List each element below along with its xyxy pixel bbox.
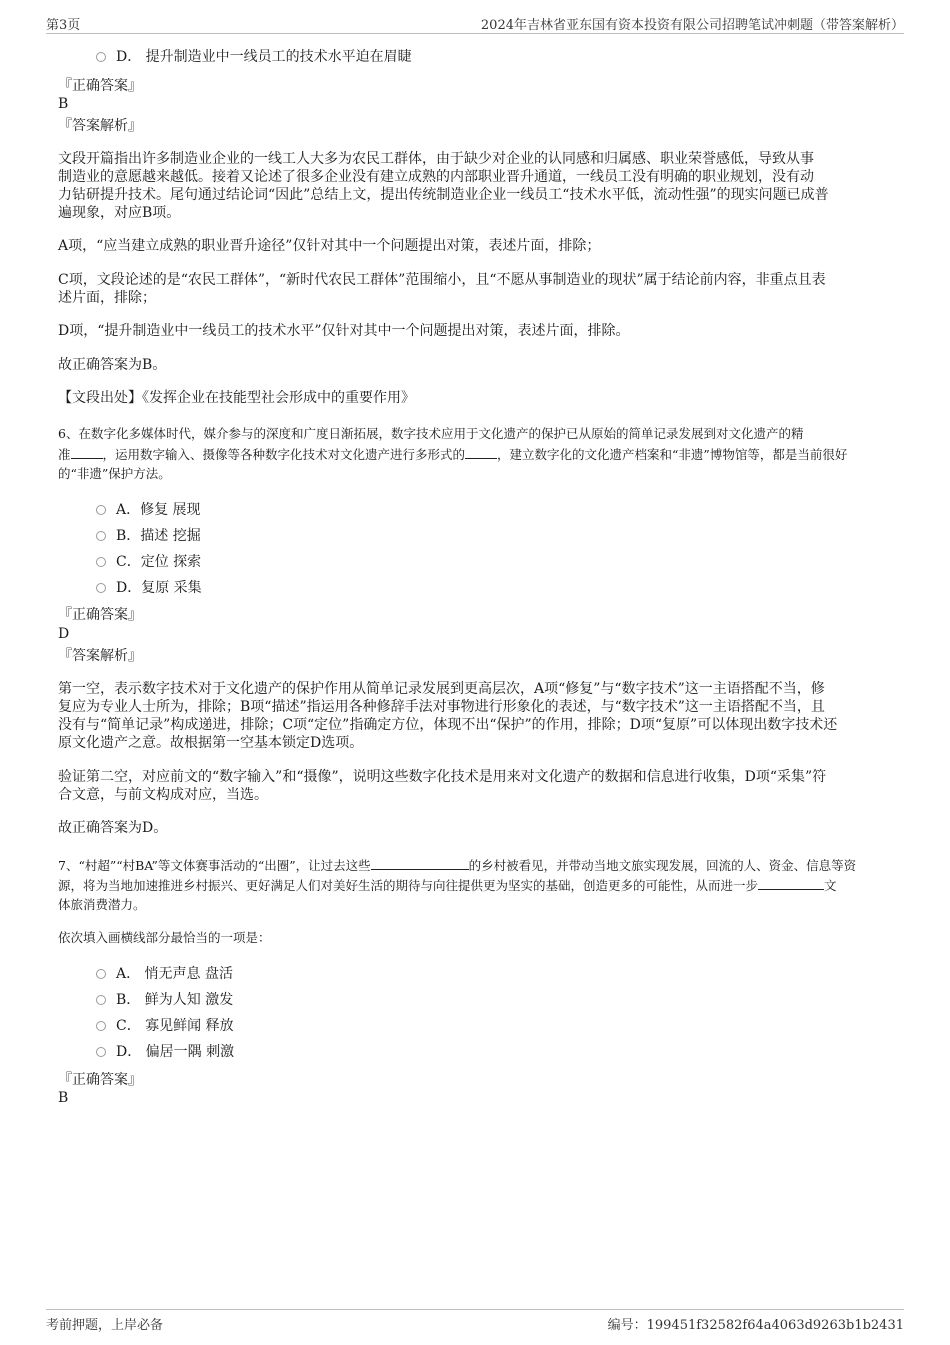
q5-source: 【文段出处】《发挥企业在技能型社会形成中的重要作用》 — [58, 390, 415, 406]
option-label: A．修复 展现 — [116, 502, 201, 518]
radio-icon[interactable] — [96, 969, 106, 979]
q7-option-b[interactable] — [96, 991, 233, 1009]
q6-stem-l1: 6、在数字化多媒体时代，媒介参与的深度和广度日渐拓展，数字技术应用于文化遗产的保护已从原始的简单记录发展到对文化遗产的精 — [58, 426, 804, 441]
q5-option-d[interactable] — [96, 48, 412, 66]
option-label: D． 偏居一隅 刺激 — [116, 1044, 235, 1060]
document-title: 2024年吉林省亚东国有资本投资有限公司招聘笔试冲刺题（带答案解析） — [480, 18, 904, 33]
answer-label: 『正确答案』 — [58, 1072, 142, 1088]
answer-label: 『正确答案』 — [58, 78, 142, 94]
q5-analysis-p3-l1: C项，文段论述的是“农民工群体”，“新时代农民工群体”范围缩小，且“不愿从事制造业的现状”属于结论前内容，非重点且表 — [58, 272, 826, 288]
radio-icon[interactable] — [96, 583, 106, 593]
answer-value: D — [58, 626, 70, 642]
answer-value: B — [58, 1090, 69, 1106]
answer-label: 『正确答案』 — [58, 607, 142, 623]
q5-analysis-p1-l3: 力钻研提升技术。尾句通过结论词“因此”总结上文，提出传统制造业企业一线员工“技术水平低，流动性强”的现实问题已成普 — [58, 187, 829, 203]
q5-conclusion: 故正确答案为B。 — [58, 357, 167, 373]
radio-icon[interactable] — [96, 995, 106, 1005]
q5-analysis-p4: D项，“提升制造业中一线员工的技术水平”仅针对其中一个问题提出对策，表述片面，排除。 — [58, 323, 630, 339]
option-label: C． 寡见鲜闻 释放 — [116, 1018, 234, 1034]
header-divider — [46, 33, 904, 34]
blank — [71, 445, 103, 459]
q6-conclusion: 故正确答案为D。 — [58, 820, 168, 836]
document-id: 编号：199451f32582f64a4063d9263b1b2431 — [607, 1318, 904, 1333]
q6-analysis-p1-l4: 原文化遗产之意。故根据第一空基本锁定D选项。 — [58, 735, 364, 751]
q5-analysis-p1-l2: 制造业的意愿越来越低。接着又论述了很多企业没有建立成熟的内部职业晋升通道，一线员工没有明确的职业规划，没有动 — [58, 169, 814, 185]
footer-slogan: 考前押题，上岸必备 — [46, 1318, 164, 1333]
answer-value: B — [58, 96, 69, 112]
q6-analysis-p1-l2: 复应为专业人士所为，排除；B项“描述”指运用各种修辞手法对事物进行形象化的表述，与“数字技术”这一主语搭配不当，且 — [58, 699, 825, 715]
q7-stem-l1: 7、“村超”“村BA”等文体赛事活动的“出圈”，让过去这些 的乡村被看见，并带动当地文旅实现发展，回流的人、资金、信息等资 — [58, 858, 857, 873]
q6-option-b[interactable] — [96, 527, 201, 545]
page-number: 第3页 — [46, 18, 81, 33]
radio-icon[interactable] — [96, 1047, 106, 1057]
q7-option-d[interactable] — [96, 1043, 234, 1061]
radio-icon[interactable] — [96, 531, 106, 541]
analysis-label: 『答案解析』 — [58, 648, 142, 664]
blank — [371, 856, 469, 870]
q5-analysis-p3-l2: 述片面，排除； — [58, 290, 156, 306]
q6-option-c[interactable] — [96, 553, 201, 571]
analysis-label: 『答案解析』 — [58, 118, 142, 134]
q6-analysis-p2-l2: 合文意，与前文构成对应，当选。 — [58, 787, 268, 803]
option-label: B． 鲜为人知 激发 — [116, 992, 234, 1008]
option-label: A． 悄无声息 盘活 — [116, 966, 234, 982]
q5-analysis-p2: A项，“应当建立成熟的职业晋升途径”仅针对其中一个问题提出对策，表述片面，排除； — [58, 238, 601, 254]
radio-icon[interactable] — [96, 52, 106, 62]
q6-stem-l3: 的“非遗”保护方法。 — [58, 466, 171, 481]
q7-prompt: 依次填入画横线部分最恰当的一项是： — [58, 930, 271, 945]
q6-analysis-p2-l1: 验证第二空，对应前文的“数字输入”和“摄像”，说明这些数字化技术是用来对文化遗产的数据和信息进行收集，D项“采集”符 — [58, 769, 827, 785]
radio-icon[interactable] — [96, 557, 106, 567]
q6-option-a[interactable] — [96, 501, 201, 519]
option-label: D．复原 采集 — [116, 580, 202, 596]
radio-icon[interactable] — [96, 1021, 106, 1031]
footer-divider — [46, 1309, 904, 1310]
blank — [465, 445, 497, 459]
q7-option-c[interactable] — [96, 1017, 234, 1035]
q6-stem-l2: 准 ，运用数字输入、摄像等各种数字化技术对文化遗产进行多形式的 ，建立数字化的文化遗产档案和“非遗”博物馆等，都是当前很好 — [58, 447, 848, 462]
q7-stem-l3: 体旅消费潜力。 — [58, 897, 146, 912]
radio-icon[interactable] — [96, 505, 106, 515]
option-label: D． 提升制造业中一线员工的技术水平迫在眉睫 — [116, 49, 412, 65]
q7-stem-l2: 源，将为当地加速推进乡村振兴、更好满足人们对美好生活的期待与向往提供更为坚实的基础，创造更多的可能性，从而进一步 文 — [58, 878, 837, 893]
option-label: B．描述 挖掘 — [116, 528, 201, 544]
q6-option-d[interactable] — [96, 579, 202, 597]
q5-analysis-p1-l1: 文段开篇指出许多制造业企业的一线工人大多为农民工群体，由于缺少对企业的认同感和归属感、职业荣誉感低，导致从事 — [58, 151, 814, 167]
q6-analysis-p1-l3: 没有与“简单记录”构成递进，排除；C项“定位”指确定方位，体现不出“保护”的作用，排除；D项“复原”可以体现出数字技术还 — [58, 717, 838, 733]
q6-analysis-p1-l1: 第一空，表示数字技术对于文化遗产的保护作用从简单记录发展到更高层次，A项“修复”与“数字技术”这一主语搭配不当，修 — [58, 681, 825, 697]
option-label: C．定位 探索 — [116, 554, 202, 570]
q7-option-a[interactable] — [96, 965, 233, 983]
blank — [758, 876, 824, 890]
q5-analysis-p1-l4: 遍现象，对应B项。 — [58, 205, 181, 221]
